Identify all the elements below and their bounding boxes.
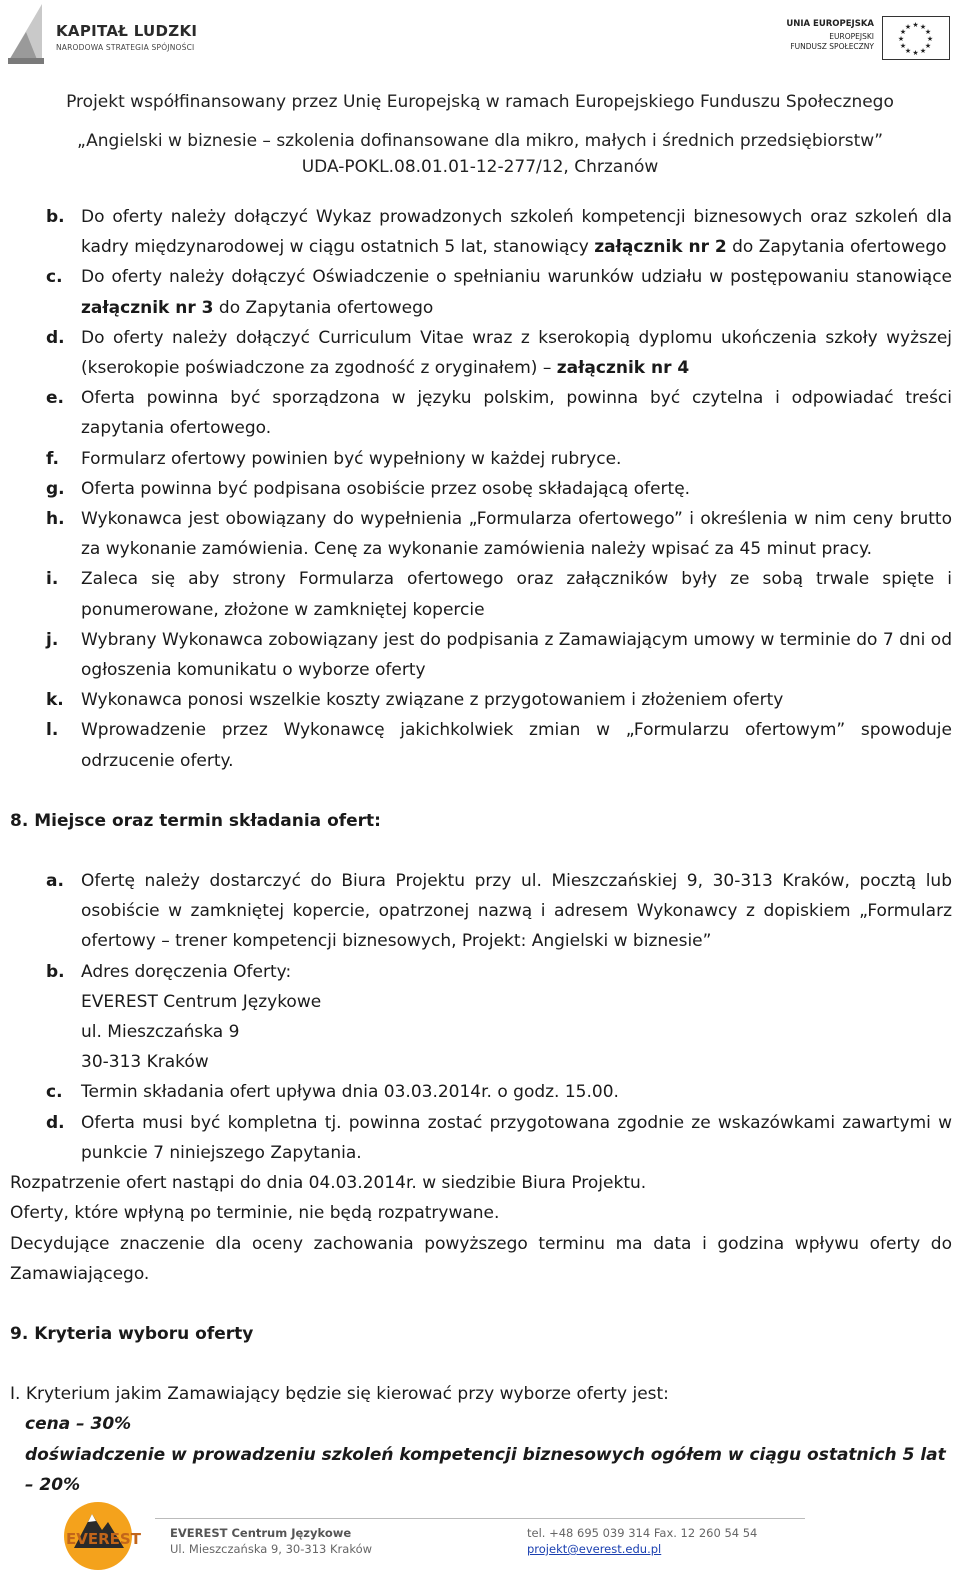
section7-list <box>10 202 952 776</box>
list-text-part: Zaleca się aby strony Formularza ofertowego oraz załączników były ze sobą trwale spięte i ponumerowane, złożone w zamkniętej kopercie <box>81 569 952 620</box>
list-text <box>81 625 952 685</box>
svg-text:★: ★ <box>919 23 927 31</box>
list-text-part: Wykonawca ponosi wszelkie koszty związane z przygotowaniem i złożeniem oferty <box>81 690 784 711</box>
list-text <box>81 383 952 443</box>
list-item <box>10 866 952 957</box>
logo-left-subtitle: NARODOWA STRATEGIA SPÓJNOŚCI <box>56 43 195 52</box>
attachment-reference: załącznik nr 4 <box>556 358 690 379</box>
svg-text:★: ★ <box>926 35 934 43</box>
svg-text:★: ★ <box>912 49 919 57</box>
section9-heading: 9. Kryteria wyboru oferty <box>10 1323 254 1344</box>
list-letter: k. <box>46 690 64 711</box>
footer-company-name: EVEREST Centrum Językowe <box>170 1526 352 1540</box>
list-item <box>10 474 952 504</box>
header-line-1: Projekt współfinansowany przez Unię Europejską w ramach Europejskiego Funduszu Społecznego <box>66 92 894 112</box>
address-line: 30-313 Kraków <box>81 1052 209 1073</box>
list-letter: e. <box>46 388 64 409</box>
list-text <box>81 444 952 474</box>
section8-heading: 8. Miejsce oraz termin składania ofert: <box>10 810 381 831</box>
list-text <box>81 202 952 262</box>
list-text <box>81 504 952 564</box>
list-item <box>10 1077 952 1107</box>
list-text-part: Wykonawca jest obowiązany do wypełnienia „Formularza ofertowego” i określenia w nim ceny brutto za wykonanie zamówienia. Cenę za wykonanie zamówienia należy wpisać za 45 minut pracy. <box>81 509 952 560</box>
paragraph: Rozpatrzenie ofert nastąpi do dnia 04.03.2014r. w siedzibie Biura Projektu. <box>10 1173 647 1194</box>
attachment-reference: załącznik nr 3 <box>81 297 214 318</box>
list-item <box>10 202 952 262</box>
kapital-ludzki-icon <box>4 2 50 66</box>
svg-text:★: ★ <box>904 23 912 31</box>
address-line: ul. Mieszczańska 9 <box>81 1022 240 1043</box>
list-text: Oferta musi być kompletna tj. powinna zostać przygotowana zgodnie ze wskazówkami zawartymi w punkcie 7 niniejszego Zapytania. <box>81 1112 952 1163</box>
footer-address: Ul. Mieszczańska 9, 30-313 Kraków <box>170 1542 373 1556</box>
svg-text:★: ★ <box>904 47 912 55</box>
list-text-part: Formularz ofertowy powinien być wypełniony w każdej rubryce. <box>81 448 622 469</box>
list-letter: g. <box>46 478 65 499</box>
list-item <box>10 957 952 987</box>
footer-phone: tel. +48 695 039 314 Fax. 12 260 54 54 <box>527 1526 758 1540</box>
list-letter: c. <box>46 267 63 288</box>
svg-text:★: ★ <box>919 47 927 55</box>
list-letter: d. <box>46 327 65 348</box>
list-item <box>10 323 952 383</box>
list-text <box>81 685 952 715</box>
list-text-part: Oferta powinna być sporządzona w języku polskim, powinna być czytelna i odpowiadać treści zapytania ofertowego. <box>81 388 952 439</box>
eu-logo-line2: EUROPEJSKI <box>829 32 874 41</box>
list-text: Termin składania ofert upływa dnia 03.03.2014r. o godz. 15.00. <box>81 1082 619 1103</box>
list-letter: c. <box>46 1082 63 1103</box>
list-text: Adres doręczenia Oferty: <box>81 961 292 982</box>
eu-logo-line3: FUNDUSZ SPOŁECZNY <box>790 42 874 51</box>
attachment-reference: załącznik nr 2 <box>594 237 727 258</box>
everest-logo-text: EVEREST <box>66 1530 141 1548</box>
list-item <box>10 262 952 322</box>
svg-text:★: ★ <box>924 42 932 50</box>
list-letter: l. <box>46 720 59 741</box>
document-body <box>10 202 952 1500</box>
paragraph: Oferty, które wpłyną po terminie, nie będą rozpatrywane. <box>10 1203 500 1224</box>
paragraph: Decydujące znaczenie dla oceny zachowania powyższego terminu ma data i godzina wpływu oferty do Zamawiającego. <box>10 1233 952 1284</box>
list-text-part: do Zapytania ofertowego <box>726 237 947 258</box>
list-text-part: Do oferty należy dołączyć Oświadczenie o spełnianiu warunków udziału w postępowaniu stanowiące <box>81 267 952 288</box>
list-item <box>10 383 952 443</box>
criterion-experience: doświadczenie w prowadzeniu szkoleń kompetencji biznesowych ogółem w ciągu ostatnich 5 lat – 20% <box>25 1444 946 1495</box>
list-text <box>81 564 952 624</box>
list-letter: i. <box>46 569 59 590</box>
list-text <box>81 715 952 775</box>
criteria-intro: I. Kryterium jakim Zamawiający będzie się kierować przy wyborze oferty jest: <box>10 1384 669 1405</box>
svg-text:★: ★ <box>899 28 907 36</box>
list-text-part: Wprowadzenie przez Wykonawcę jakichkolwiek zmian w „Formularzu ofertowym” spowoduje odrzucenie oferty. <box>81 720 952 771</box>
svg-text:★: ★ <box>897 35 905 43</box>
eu-flag-icon <box>882 16 950 60</box>
header-line-3: UDA-POKL.08.01.01-12-277/12, Chrzanów <box>301 157 659 177</box>
list-text-part: do Zapytania ofertowego <box>213 297 434 318</box>
list-text-part: Do oferty należy dołączyć Curriculum Vitae wraz z kserokopią dyplomu ukończenia szkoły wyższej (kserokopie poświadczone za zgodność z oryginałem) – <box>81 327 952 379</box>
list-letter: j. <box>46 629 59 650</box>
list-item <box>10 504 952 564</box>
list-text <box>81 323 952 383</box>
list-text-part: Do oferty należy dołączyć Wykaz prowadzonych szkoleń kompetencji biznesowych oraz szkoleń dla kadry międzynarodowej w ciągu ostatnich 5 lat, stanowiący <box>81 207 952 258</box>
criterion-price: cena – 30% <box>25 1414 132 1435</box>
eu-logo-line1: UNIA EUROPEJSKA <box>786 19 874 29</box>
logo-left-title: KAPITAŁ LUDZKI <box>56 22 198 40</box>
eu-logo <box>776 14 956 62</box>
list-letter: d. <box>46 1112 65 1133</box>
header-line-2: „Angielski w biznesie – szkolenia dofinansowane dla mikro, małych i średnich przedsiębiorstw” <box>76 131 884 151</box>
list-text <box>81 474 952 504</box>
list-letter: b. <box>46 961 65 982</box>
list-letter: b. <box>46 207 65 227</box>
list-item <box>10 715 952 775</box>
list-text-part: Oferta powinna być podpisana osobiście przez osobę składającą ofertę. <box>81 478 691 499</box>
svg-text:★: ★ <box>899 42 907 50</box>
svg-text:★: ★ <box>924 28 932 36</box>
list-text-part: Wybrany Wykonawca zobowiązany jest do podpisania z Zamawiającym umowy w terminie do 7 dni od ogłoszenia komunikatu o wyborze oferty <box>81 629 952 681</box>
svg-text:★: ★ <box>912 21 919 29</box>
kapital-ludzki-logo <box>4 2 209 68</box>
footer-email-link[interactable]: projekt@everest.edu.pl <box>527 1542 662 1556</box>
list-letter: f. <box>46 448 59 469</box>
list-letter: a. <box>46 871 64 892</box>
footer <box>0 1490 960 1579</box>
list-item <box>10 685 952 715</box>
list-letter: h. <box>46 509 65 530</box>
list-item <box>10 444 952 474</box>
list-text <box>81 262 952 322</box>
list-item <box>10 1108 952 1168</box>
footer-divider <box>155 1518 805 1519</box>
list-item <box>10 564 952 624</box>
address-line: EVEREST Centrum Językowe <box>81 991 322 1012</box>
list-text: Ofertę należy dostarczyć do Biura Projektu przy ul. Mieszczańskiej 9, 30-313 Kraków, pocztą lub osobiście w zamkniętej kopercie, opatrzonej nazwą i adresem Wykonawcy z dopiskiem „Formularz ofertowy – trener kompetencji biznesowych, Projekt: Angielski w biznesie” <box>81 871 952 952</box>
list-item <box>10 625 952 685</box>
